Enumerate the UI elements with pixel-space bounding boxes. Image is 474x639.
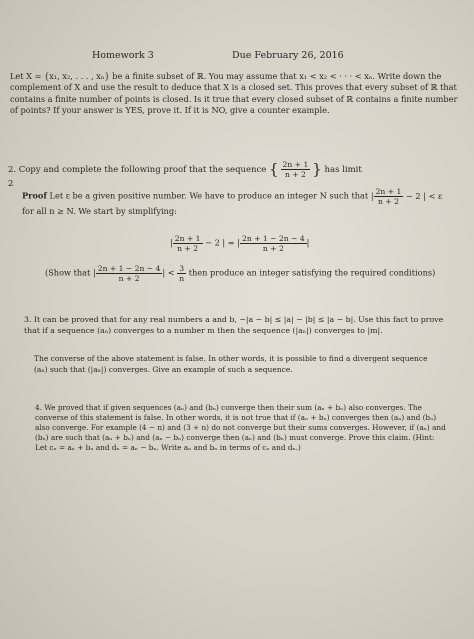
for-all-line: for all n ≥ N. We start by simplifying: — [22, 206, 177, 216]
proof-paragraph — [22, 187, 452, 217]
sequence-denominator: n + 2 — [284, 170, 306, 179]
problem-3-converse-text: The converse of the above statement is false. In other words, it is possible to find a divergent sequence (aₙ) such that (|aₙ|) converges. Give an example of such a sequence. — [34, 354, 428, 374]
problem-4-text: 4. We proved that if given sequences (aₙ) and (bₙ) converge then their sum (aₙ + bₙ) also converges. The converse of this statement is false. In other words, it is not true that if (aₙ + bₙ) converges then (aₙ) and (bₙ) also converge. For example (4 − n) and (3 + n) do not converge but their sums converges. However, if (aₙ) and (bₙ) are such that (aₙ + bₙ) and (aₙ − bₙ) converge then (aₙ) and (bₙ) must converge. Prove this claim. (Hint: Let cₙ = aₙ + bₙ and dₙ = aₙ − bₙ. Write aₙ and bₙ in terms of cₙ and dₙ.) — [35, 403, 446, 452]
ineq-tail: − 2 | < ε — [405, 190, 443, 201]
show-that-label: (Show that — [45, 267, 91, 278]
problem-2-limit: has limit 2 — [8, 165, 362, 189]
simplification-equation: | $\frac{2n + 1}{n + 2}$ − 2 | = | $\frac{2n + 1 - 2n - 4}{n + 2}$ | — [170, 234, 310, 253]
show-denominator: n + 2 — [118, 274, 140, 283]
n-denominator: n — [179, 274, 185, 283]
problem-1-text: Let X = {x₁, x₂, . . . , xₙ} be a finite subset of ℝ. You may assume that x₁ < x₂ < · · · < xₙ. Write down the complement of X and use the result to deduce that X is a closed set. This proves that every subset of ℝ that contains a finite number of points is closed. Is it true that every closed subset of ℝ contains a finite number of points? If your answer is YES, prove it. If it is NO, give a counter example. — [10, 71, 458, 115]
epsilon-inequality: | $\frac{2n + 1}{n + 2}$ − 2 | < ε — [370, 187, 443, 206]
simp-right-denominator: n + 2 — [262, 244, 284, 253]
ineq-denominator: n + 2 — [378, 197, 399, 206]
show-less-than: < — [167, 267, 175, 278]
proof-label: Proof — [22, 190, 47, 201]
left-brace: { — [268, 159, 279, 178]
homework-title: Homework 3 — [92, 50, 154, 61]
show-that-line: (Show that | $\frac{2n + 1 - 2n - 4}{n + 2}$ | < $\frac{3}{n}$ then produce an integer satisfying the required conditions) — [45, 264, 436, 283]
problem-3-text: 3. It can be proved that for any real numbers a and b, −|a − b| ≤ |a| − |b| ≤ |a − b|. Use this fact to prove that if a sequence (aₙ) converges to a number m then the sequence (|aₙ|) converges to |m|. — [24, 315, 444, 335]
simp-left-denominator: n + 2 — [177, 244, 199, 253]
sequence-fraction — [281, 160, 311, 179]
show-tail: then produce an integer satisfying the required conditions) — [188, 267, 436, 278]
right-brace: } — [312, 159, 322, 178]
sequence-numerator: 2n + 1 — [282, 160, 309, 169]
simp-middle: − 2 | = | — [205, 237, 240, 248]
proof-text: Let ε be a given positive number. We have to produce an integer N such that — [49, 190, 369, 201]
three-numerator: 3 — [179, 264, 185, 273]
simp-right-numerator: 2n + 1 − 2n − 4 — [241, 234, 305, 243]
simp-left-numerator: 2n + 1 — [174, 234, 201, 243]
due-date: Due February 26, 2016 — [232, 50, 344, 61]
show-numerator: 2n + 1 − 2n − 4 — [97, 264, 161, 273]
problem-2-statement — [8, 160, 368, 190]
problem-2-intro: 2. Copy and complete the following proof that the sequence — [8, 165, 267, 175]
ineq-numerator: 2n + 1 — [375, 187, 402, 196]
